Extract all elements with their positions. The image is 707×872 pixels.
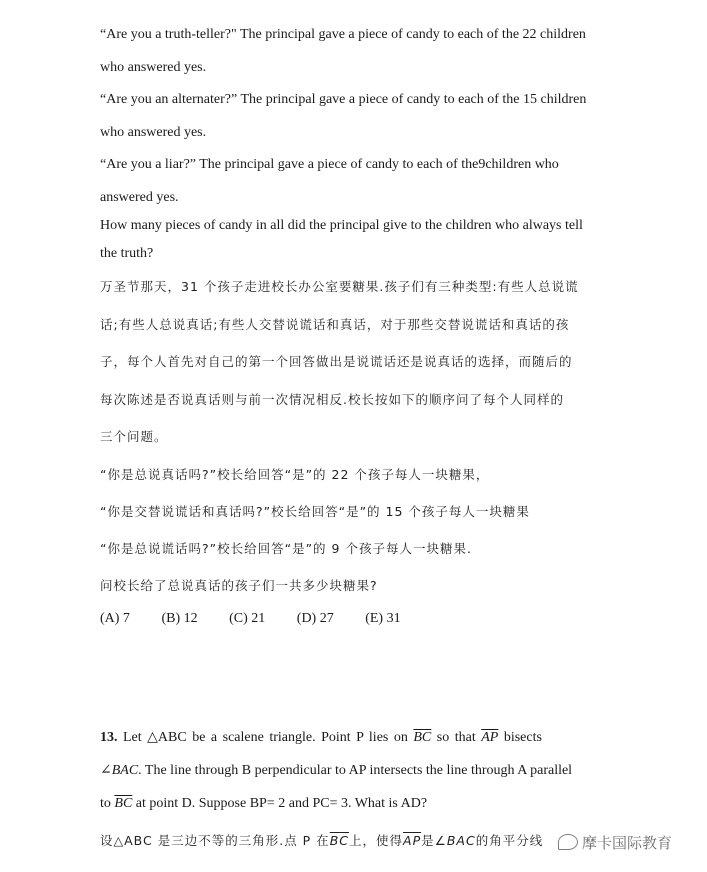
text-line: “Are you an alternater?” The principal gave a piece of candy to each of the 15 children [100,92,587,107]
text-line: 问校长给了总说真话的孩子们一共多少块糖果? [100,578,378,593]
text-span: Let △ABC be a scalene triangle. Point P lies on [123,730,408,745]
segment-bc: $\overline{BC}$ [413,730,432,745]
text-line: who answered yes. [100,60,207,75]
text-span: to [100,796,111,811]
text-line: “Are you a truth-teller?" The principal gave a piece of candy to each of the 22 children [100,27,586,42]
text-span: so that [436,730,476,745]
watermark-text: 摩卡国际教育 [582,834,673,852]
angle-bac: ∠BAC [434,833,476,848]
text-span: at point D. Suppose BP= 2 and PC= 3. What is AD? [135,796,428,811]
text-line: 万圣节那天，31 个孩子走进校长办公室要糖果.孩子们有三种类型:有些人总说谎 [100,279,579,294]
text-line: who answered yes. [100,125,207,140]
text-span: . The line through B perpendicular to AP intersects the line through A parallel [138,763,573,778]
text-span: 是 [421,833,435,848]
text-line: “你是交替说谎话和真话吗?”校长给回答“是”的 15 个孩子每人一块糖果 [100,504,530,519]
text-span: 设△ABC 是三边不等的三角形.点 P 在 [100,833,330,848]
choice-e: (E) 31 [365,611,401,626]
choice-c: (C) 21 [229,611,266,626]
angle-bac: ∠BAC [100,763,139,778]
text-line: 子，每个人首先对自己的第一个回答做出是说谎话还是说真话的选择，而随后的 [100,354,573,369]
segment-ap: $\overline{AP}$ [481,730,499,745]
chat-bubble-icon [558,834,578,850]
text-line: 话;有些人总说真话;有些人交替说谎话和真话，对于那些交替说谎话和真话的孩 [100,317,570,332]
text-span: 的角平分线 [475,833,544,848]
text-span: bisects [503,730,542,745]
choice-d: (D) 27 [296,611,334,626]
text-line: answered yes. [100,190,179,205]
text-line: 三个问题。 [100,429,168,444]
text-line: How many pieces of candy in all did the principal give to the children who always tell [100,218,583,233]
watermark [558,832,672,853]
question-number: 13. [100,730,118,745]
text-span: 上，使得 [349,833,404,848]
segment-bc: $\overline{BC}$ [114,796,133,811]
segment-bc: $\overline{BC}$ [329,833,349,848]
segment-ap: $\overline{AP}$ [403,833,422,848]
text-line [100,832,543,850]
choice-a: (A) 7 [100,611,130,626]
text-line [100,762,572,780]
text-line: 每次陈述是否说真话则与前一次情况相反.校长按如下的顺序问了每个人同样的 [100,392,564,407]
text-line: “你是总说真话吗?”校长给回答“是”的 22 个孩子每人一块糖果， [100,467,490,482]
text-line: “Are you a liar?” The principal gave a piece of candy to each of the9children who [100,157,559,172]
choice-b: (B) 12 [161,611,198,626]
text-line: the truth? [100,246,154,261]
text-line [100,729,542,747]
answer-choices [100,610,429,628]
text-line: “你是总说谎话吗?”校长给回答“是”的 9 个孩子每人一块糖果. [100,541,472,556]
text-line [100,795,427,813]
